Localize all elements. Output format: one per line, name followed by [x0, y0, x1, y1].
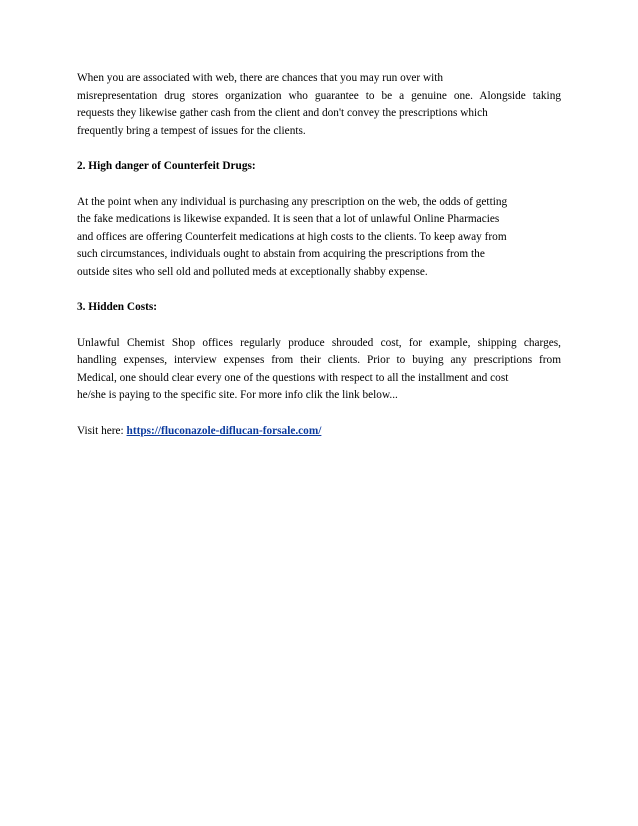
text-line: When you are associated with web, there are chances that you may run over with [77, 72, 444, 84]
text-line: At the point when any individual is purchasing any prescription on the web, the odds of getting [77, 195, 508, 208]
text-line: and offices are offering Counterfeit medications at high costs to the clients. To keep away from [77, 230, 507, 243]
text-line: requests they likewise gather cash from the client and don't convey the prescriptions which [77, 107, 488, 119]
counterfeit-drugs-paragraph [77, 194, 561, 282]
text-line: frequently bring a tempest of issues for the clients. [77, 124, 306, 137]
hidden-costs-paragraph [77, 335, 561, 405]
intro-paragraph [77, 70, 561, 140]
text-line: outside sites who sell old and polluted meds at exceptionally shabby expense. [77, 265, 428, 278]
section-heading-counterfeit-drugs: 2. High danger of Counterfeit Drugs: [77, 160, 256, 172]
section-heading-hidden-costs: 3. Hidden Costs: [77, 301, 158, 313]
text-line: Medical, one should clear every one of the questions with respect to all the installment and cost [77, 371, 509, 384]
text-line: the fake medications is likewise expanded. It is seen that a lot of unlawful Online Pharmacies [77, 213, 500, 225]
document-page [77, 70, 561, 458]
text-line: Unlawful Chemist Shop offices regularly produce shrouded cost, for example, shipping charges, [77, 336, 561, 349]
text-line: such circumstances, individuals ought to abstain from acquiring the prescriptions from the [77, 248, 485, 260]
text-line: he/she is paying to the specific site. For more info clik the link below... [77, 389, 398, 401]
visit-line [77, 423, 561, 441]
website-link[interactable]: https://fluconazole-diflucan-forsale.com/ [126, 424, 322, 437]
text-line: handling expenses, interview expenses from their clients. Prior to buying any prescriptions from [77, 354, 561, 366]
visit-label: Visit here: [77, 424, 127, 437]
text-line: misrepresentation drug stores organization who guarantee to be a genuine one. Alongside taking [77, 89, 561, 102]
